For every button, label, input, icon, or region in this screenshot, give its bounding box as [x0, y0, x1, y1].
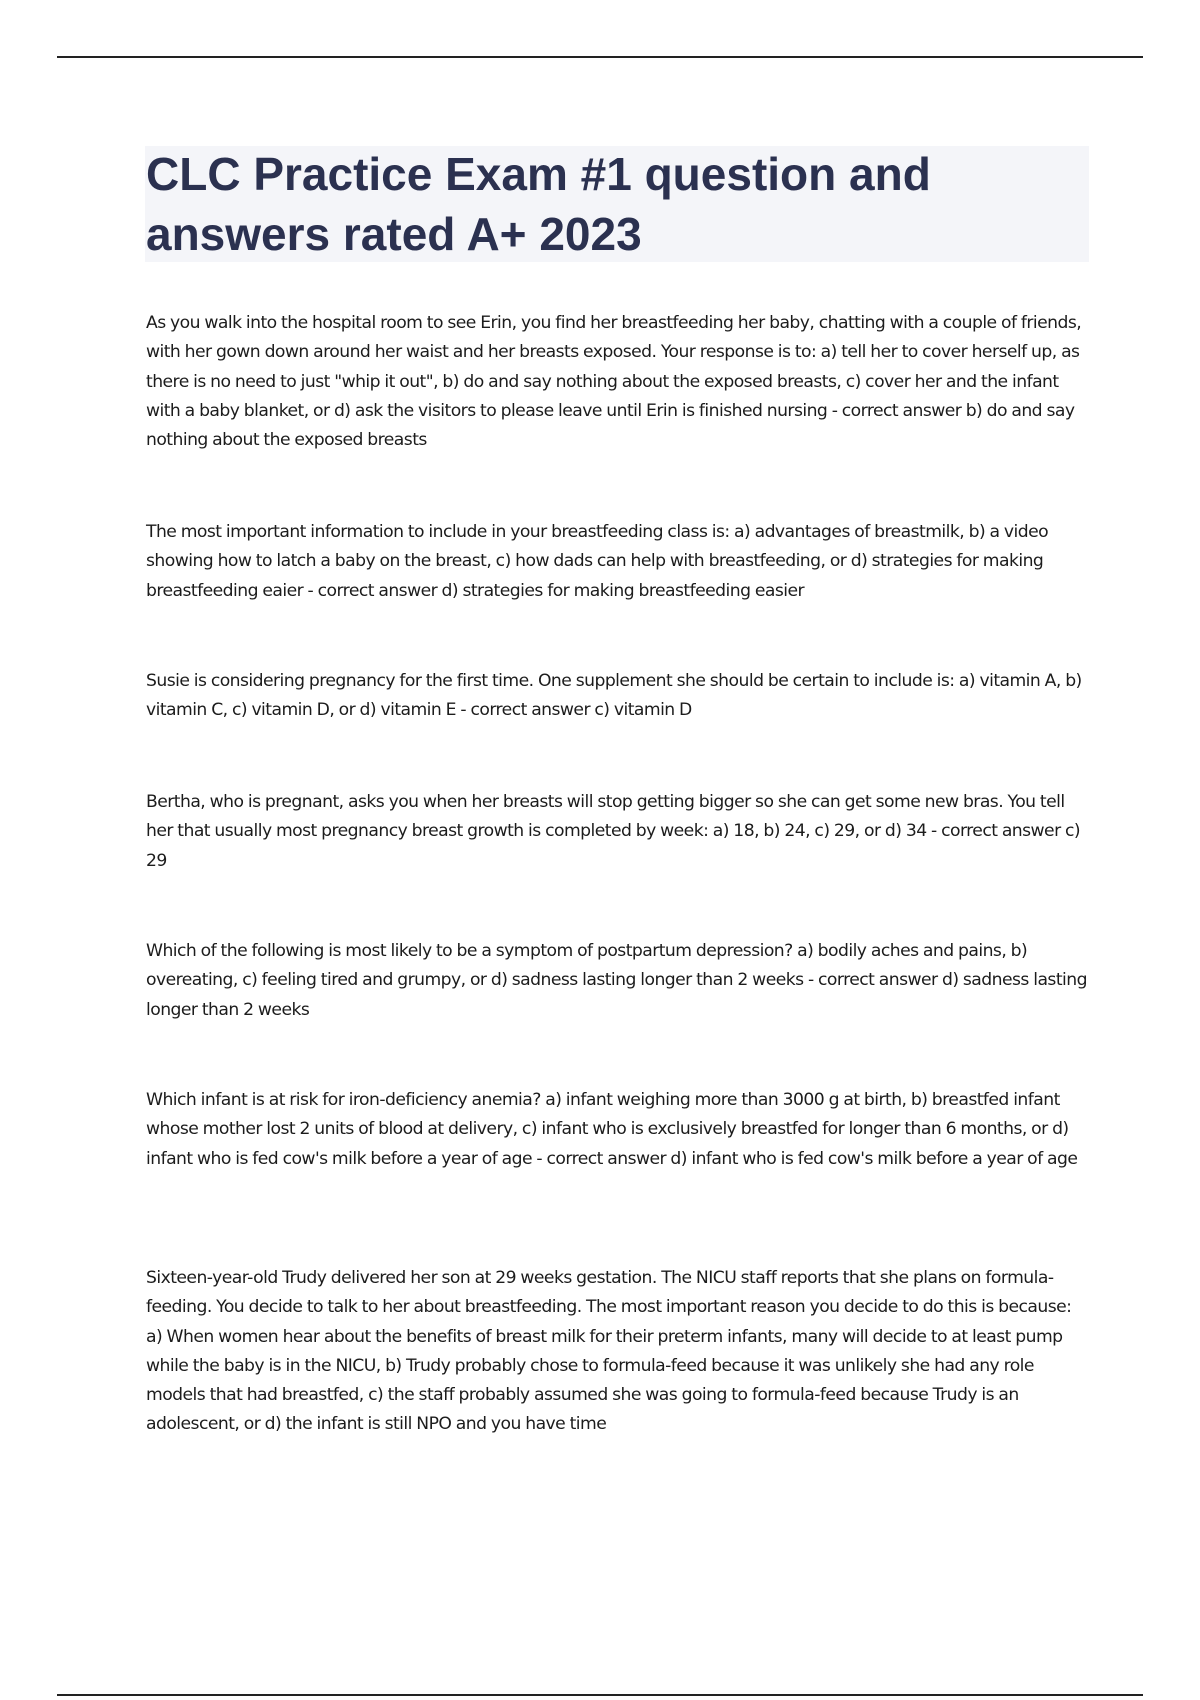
question-answer-4: Bertha, who is pregnant, asks you when her breasts will stop getting bigger so she can get some new bras. You tell her that usually most pregnancy breast growth is completed by week: a) 18, b) 24, c) 29, or d) 34 - correct answer c) 29: [146, 792, 1081, 871]
top-rule: [57, 56, 1143, 58]
question-answer-3: Susie is considering pregnancy for the first time. One supplement she should be certain to include is: a) vitamin A, b) vitamin C, c) vitamin D, or d) vitamin E - correct answer c) vitamin D: [146, 671, 1082, 721]
question-answer-1: As you walk into the hospital room to see Erin, you find her breastfeeding her baby, chatting with a couple of friends, with her gown down around her waist and her breasts exposed. Your response is to: a) tell her to cover herself up, as there is no need to just "whip it out", b) do and say nothing about the exposed breasts, c) cover her and the infant with a baby blanket, or d) ask the visitors to please leave until Erin is finished nursing - correct answer b) do and say nothing about the exposed breasts: [146, 313, 1082, 451]
question-answer-2: The most important information to include in your breastfeeding class is: a) advantages of breastmilk, b) a video showing how to latch a baby on the breast, c) how dads can help with breastfeeding, or d) strategies for making breastfeeding eaier - correct answer d) strategies for making breastfeeding easier: [146, 522, 1049, 601]
question-answer-7: Sixteen-year-old Trudy delivered her son at 29 weeks gestation. The NICU staff reports that she plans on formula-feeding. You decide to talk to her about breastfeeding. The most important reason you decide to do this is because: a) When women hear about the benefits of breast milk for their preterm infants, many will decide to at least pump while the baby is in the NICU, b) Trudy probably chose to formula-feed because it was unlikely she had any role models that had breastfed, c) the staff probably assumed she was going to formula-feed because Trudy is an adolescent, or d) the infant is still NPO and you have time: [146, 1268, 1072, 1435]
bottom-rule: [57, 1694, 1143, 1696]
question-answer-6: Which infant is at risk for iron-deficiency anemia? a) infant weighing more than 3000 g at birth, b) breastfed infant whose mother lost 2 units of blood at delivery, c) infant who is exclusively breastfed for longer than 6 months, or d) infant who is fed cow's milk before a year of age - correct answer d) infant who is fed cow's milk before a year of age: [146, 1090, 1078, 1169]
question-answer-5: Which of the following is most likely to be a symptom of postpartum depression? a) bodily aches and pains, b) overeating, c) feeling tired and grumpy, or d) sadness lasting longer than 2 weeks - correct answer d) sadness lasting longer than 2 weeks: [146, 941, 1087, 1020]
document-title: CLC Practice Exam #1 question and answers rated A+ 2023: [146, 148, 931, 260]
